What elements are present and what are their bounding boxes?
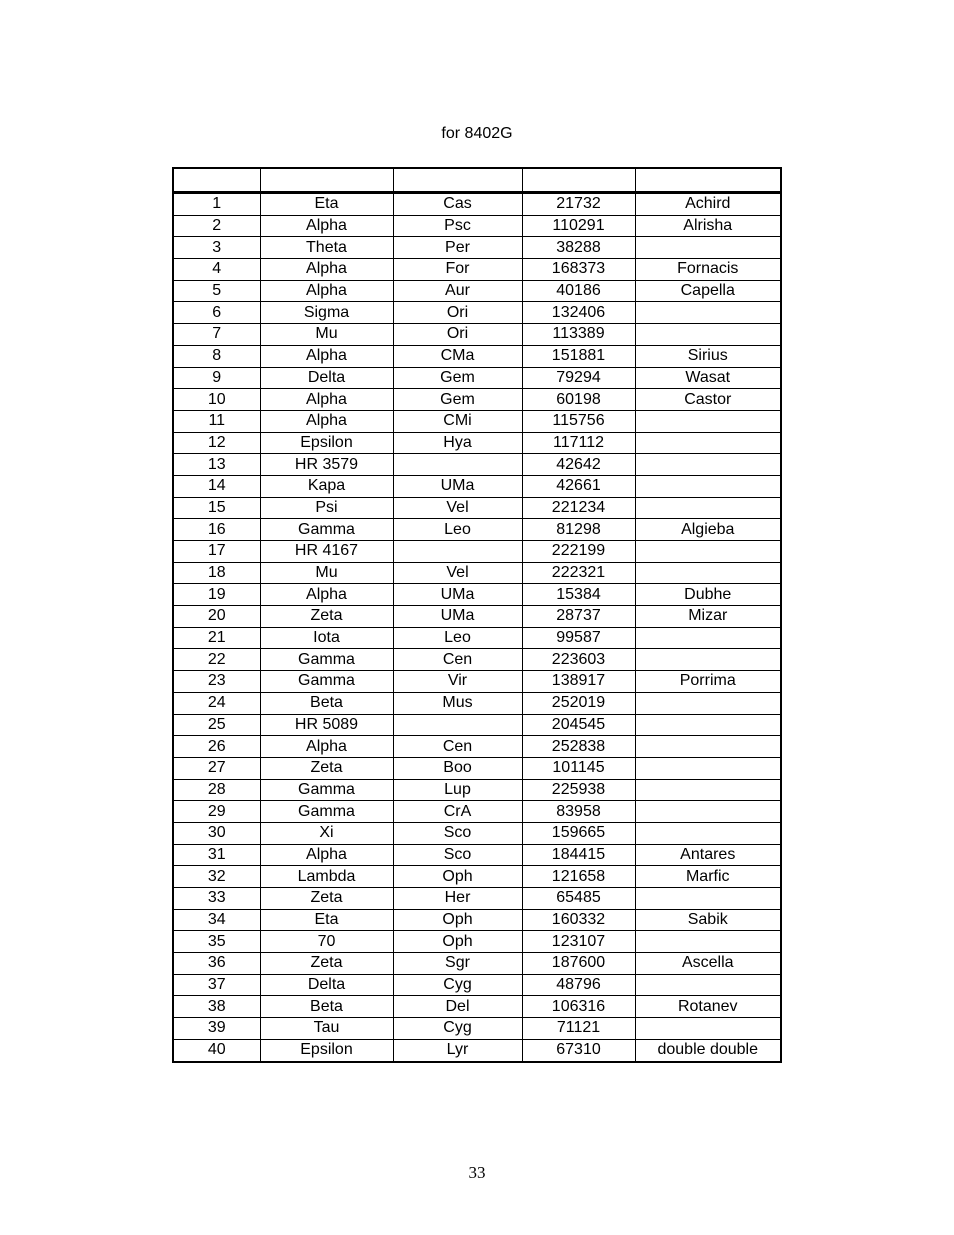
star-name-cell: Gamma [260, 779, 393, 801]
row-number-cell: 29 [173, 801, 260, 823]
row-number-cell: 36 [173, 953, 260, 975]
row-number-cell: 24 [173, 692, 260, 714]
common-name-cell [635, 888, 781, 910]
common-name-cell: Porrima [635, 671, 781, 693]
catalog-number-cell: 113389 [522, 324, 635, 346]
constellation-cell: Cen [393, 736, 522, 758]
star-name-cell: Eta [260, 193, 393, 216]
common-name-cell [635, 324, 781, 346]
common-name-cell: double double [635, 1039, 781, 1061]
common-name-cell: Marfic [635, 866, 781, 888]
star-name-cell: Epsilon [260, 1039, 393, 1061]
row-number-cell: 20 [173, 606, 260, 628]
star-name-cell: Zeta [260, 757, 393, 779]
common-name-cell [635, 736, 781, 758]
table-row [173, 562, 781, 584]
table-row [173, 280, 781, 302]
catalog-number-cell: 138917 [522, 671, 635, 693]
catalog-number-cell: 160332 [522, 909, 635, 931]
constellation-cell: Her [393, 888, 522, 910]
common-name-cell [635, 497, 781, 519]
table-row [173, 714, 781, 736]
catalog-number-cell: 42642 [522, 454, 635, 476]
constellation-cell: Sco [393, 822, 522, 844]
table-row [173, 996, 781, 1018]
row-number-cell: 40 [173, 1039, 260, 1061]
catalog-number-cell: 79294 [522, 367, 635, 389]
star-name-cell: Beta [260, 996, 393, 1018]
star-name-cell: HR 3579 [260, 454, 393, 476]
row-number-cell: 37 [173, 974, 260, 996]
star-name-cell: Alpha [260, 584, 393, 606]
common-name-cell [635, 757, 781, 779]
row-number-cell: 5 [173, 280, 260, 302]
common-name-cell: Fornacis [635, 259, 781, 281]
star-name-cell: Alpha [260, 215, 393, 237]
table-row [173, 801, 781, 823]
star-name-cell: Delta [260, 367, 393, 389]
catalog-number-cell: 21732 [522, 193, 635, 216]
common-name-cell [635, 562, 781, 584]
catalog-number-cell: 106316 [522, 996, 635, 1018]
header-cell [260, 168, 393, 193]
constellation-cell: Sgr [393, 953, 522, 975]
star-name-cell: Lambda [260, 866, 393, 888]
constellation-cell: CMi [393, 410, 522, 432]
table-row [173, 736, 781, 758]
table-row [173, 584, 781, 606]
constellation-cell: Oph [393, 931, 522, 953]
constellation-cell: UMa [393, 584, 522, 606]
common-name-cell: Alrisha [635, 215, 781, 237]
catalog-number-cell: 65485 [522, 888, 635, 910]
catalog-number-cell: 252019 [522, 692, 635, 714]
row-number-cell: 27 [173, 757, 260, 779]
catalog-number-cell: 81298 [522, 519, 635, 541]
catalog-number-cell: 40186 [522, 280, 635, 302]
common-name-cell [635, 302, 781, 324]
table-row [173, 692, 781, 714]
star-name-cell: Alpha [260, 280, 393, 302]
catalog-number-cell: 115756 [522, 410, 635, 432]
common-name-cell [635, 541, 781, 563]
catalog-number-cell: 15384 [522, 584, 635, 606]
common-name-cell [635, 692, 781, 714]
common-name-cell [635, 237, 781, 259]
table-row [173, 888, 781, 910]
star-name-cell: Zeta [260, 953, 393, 975]
header-cell [393, 168, 522, 193]
catalog-number-cell: 110291 [522, 215, 635, 237]
row-number-cell: 23 [173, 671, 260, 693]
table-row [173, 259, 781, 281]
common-name-cell: Sirius [635, 345, 781, 367]
catalog-number-cell: 48796 [522, 974, 635, 996]
constellation-cell: Vel [393, 497, 522, 519]
star-name-cell: Eta [260, 909, 393, 931]
table-row [173, 757, 781, 779]
catalog-number-cell: 101145 [522, 757, 635, 779]
common-name-cell [635, 779, 781, 801]
star-name-cell: Iota [260, 627, 393, 649]
common-name-cell: Rotanev [635, 996, 781, 1018]
row-number-cell: 26 [173, 736, 260, 758]
constellation-cell: Oph [393, 866, 522, 888]
constellation-cell: UMa [393, 475, 522, 497]
row-number-cell: 21 [173, 627, 260, 649]
constellation-cell: Lup [393, 779, 522, 801]
constellation-cell: Boo [393, 757, 522, 779]
row-number-cell: 10 [173, 389, 260, 411]
star-name-cell: Delta [260, 974, 393, 996]
star-name-cell: Beta [260, 692, 393, 714]
constellation-cell: Mus [393, 692, 522, 714]
common-name-cell [635, 475, 781, 497]
star-name-cell: Alpha [260, 844, 393, 866]
catalog-number-cell: 204545 [522, 714, 635, 736]
catalog-number-cell: 223603 [522, 649, 635, 671]
common-name-cell [635, 822, 781, 844]
constellation-cell: Gem [393, 389, 522, 411]
constellation-cell: Oph [393, 909, 522, 931]
star-name-cell: HR 5089 [260, 714, 393, 736]
table-row [173, 671, 781, 693]
header-cell [522, 168, 635, 193]
star-name-cell: Alpha [260, 736, 393, 758]
common-name-cell: Dubhe [635, 584, 781, 606]
table-row [173, 909, 781, 931]
table-header-row [173, 168, 781, 193]
star-name-cell: HR 4167 [260, 541, 393, 563]
table-row [173, 237, 781, 259]
row-number-cell: 22 [173, 649, 260, 671]
common-name-cell [635, 931, 781, 953]
row-number-cell: 25 [173, 714, 260, 736]
catalog-number-cell: 184415 [522, 844, 635, 866]
constellation-cell: Cyg [393, 974, 522, 996]
row-number-cell: 15 [173, 497, 260, 519]
star-name-cell: Psi [260, 497, 393, 519]
row-number-cell: 3 [173, 237, 260, 259]
table-row [173, 974, 781, 996]
constellation-cell: Leo [393, 519, 522, 541]
catalog-number-cell: 83958 [522, 801, 635, 823]
table-row [173, 649, 781, 671]
row-number-cell: 8 [173, 345, 260, 367]
common-name-cell [635, 410, 781, 432]
table-row [173, 931, 781, 953]
table-row [173, 866, 781, 888]
catalog-number-cell: 221234 [522, 497, 635, 519]
common-name-cell: Capella [635, 280, 781, 302]
row-number-cell: 11 [173, 410, 260, 432]
common-name-cell: Wasat [635, 367, 781, 389]
constellation-cell: Psc [393, 215, 522, 237]
constellation-cell [393, 714, 522, 736]
catalog-number-cell: 225938 [522, 779, 635, 801]
constellation-cell: Del [393, 996, 522, 1018]
catalog-number-cell: 71121 [522, 1018, 635, 1040]
star-name-cell: Mu [260, 324, 393, 346]
constellation-cell: Cen [393, 649, 522, 671]
table-row [173, 779, 781, 801]
table-row [173, 324, 781, 346]
catalog-number-cell: 159665 [522, 822, 635, 844]
constellation-cell: Lyr [393, 1039, 522, 1061]
catalog-number-cell: 67310 [522, 1039, 635, 1061]
row-number-cell: 17 [173, 541, 260, 563]
star-name-cell: Xi [260, 822, 393, 844]
common-name-cell: Sabik [635, 909, 781, 931]
table-body [173, 193, 781, 1062]
common-name-cell: Ascella [635, 953, 781, 975]
constellation-cell: Aur [393, 280, 522, 302]
table-row [173, 953, 781, 975]
constellation-cell [393, 454, 522, 476]
table-row [173, 302, 781, 324]
row-number-cell: 4 [173, 259, 260, 281]
constellation-cell: CMa [393, 345, 522, 367]
row-number-cell: 35 [173, 931, 260, 953]
catalog-number-cell: 117112 [522, 432, 635, 454]
row-number-cell: 38 [173, 996, 260, 1018]
constellation-cell: Ori [393, 324, 522, 346]
constellation-cell: Sco [393, 844, 522, 866]
row-number-cell: 18 [173, 562, 260, 584]
catalog-number-cell: 123107 [522, 931, 635, 953]
catalog-number-cell: 42661 [522, 475, 635, 497]
row-number-cell: 32 [173, 866, 260, 888]
constellation-cell: Cyg [393, 1018, 522, 1040]
table-row [173, 822, 781, 844]
table-row [173, 844, 781, 866]
star-name-cell: Tau [260, 1018, 393, 1040]
common-name-cell: Castor [635, 389, 781, 411]
constellation-cell: Leo [393, 627, 522, 649]
row-number-cell: 39 [173, 1018, 260, 1040]
table-row [173, 410, 781, 432]
common-name-cell [635, 432, 781, 454]
constellation-cell: Cas [393, 193, 522, 216]
common-name-cell [635, 974, 781, 996]
row-number-cell: 1 [173, 193, 260, 216]
star-table [172, 167, 782, 1063]
header-cell [635, 168, 781, 193]
document-title: for 8402G [441, 125, 513, 142]
row-number-cell: 16 [173, 519, 260, 541]
catalog-number-cell: 99587 [522, 627, 635, 649]
table-row [173, 541, 781, 563]
common-name-cell [635, 454, 781, 476]
catalog-number-cell: 121658 [522, 866, 635, 888]
star-name-cell: Zeta [260, 888, 393, 910]
row-number-cell: 2 [173, 215, 260, 237]
star-name-cell: Alpha [260, 345, 393, 367]
constellation-cell: Gem [393, 367, 522, 389]
constellation-cell: For [393, 259, 522, 281]
common-name-cell [635, 649, 781, 671]
catalog-number-cell: 187600 [522, 953, 635, 975]
common-name-cell: Antares [635, 844, 781, 866]
catalog-number-cell: 151881 [522, 345, 635, 367]
catalog-number-cell: 252838 [522, 736, 635, 758]
row-number-cell: 30 [173, 822, 260, 844]
row-number-cell: 33 [173, 888, 260, 910]
row-number-cell: 9 [173, 367, 260, 389]
constellation-cell: Per [393, 237, 522, 259]
table-row [173, 432, 781, 454]
constellation-cell: Vel [393, 562, 522, 584]
star-name-cell: Gamma [260, 801, 393, 823]
star-name-cell: Alpha [260, 389, 393, 411]
star-name-cell: Zeta [260, 606, 393, 628]
common-name-cell [635, 801, 781, 823]
catalog-number-cell: 222321 [522, 562, 635, 584]
table-row [173, 519, 781, 541]
common-name-cell: Achird [635, 193, 781, 216]
star-name-cell: Kapa [260, 475, 393, 497]
star-name-cell: Alpha [260, 410, 393, 432]
row-number-cell: 31 [173, 844, 260, 866]
catalog-number-cell: 132406 [522, 302, 635, 324]
star-name-cell: Gamma [260, 649, 393, 671]
table-row [173, 1018, 781, 1040]
star-name-cell: Mu [260, 562, 393, 584]
catalog-number-cell: 168373 [522, 259, 635, 281]
common-name-cell [635, 627, 781, 649]
catalog-number-cell: 28737 [522, 606, 635, 628]
row-number-cell: 7 [173, 324, 260, 346]
table-row [173, 497, 781, 519]
star-name-cell: Theta [260, 237, 393, 259]
star-name-cell: Gamma [260, 519, 393, 541]
table-row [173, 389, 781, 411]
page-number: 33 [468, 1163, 486, 1182]
star-name-cell: Epsilon [260, 432, 393, 454]
row-number-cell: 14 [173, 475, 260, 497]
constellation-cell [393, 541, 522, 563]
star-name-cell: 70 [260, 931, 393, 953]
table-row [173, 215, 781, 237]
header-cell [173, 168, 260, 193]
star-name-cell: Gamma [260, 671, 393, 693]
row-number-cell: 28 [173, 779, 260, 801]
catalog-number-cell: 222199 [522, 541, 635, 563]
constellation-cell: CrA [393, 801, 522, 823]
common-name-cell: Mizar [635, 606, 781, 628]
table-row [173, 606, 781, 628]
table-row [173, 1039, 781, 1061]
table-row [173, 454, 781, 476]
table-row [173, 627, 781, 649]
constellation-cell: Hya [393, 432, 522, 454]
star-name-cell: Sigma [260, 302, 393, 324]
common-name-cell: Algieba [635, 519, 781, 541]
row-number-cell: 34 [173, 909, 260, 931]
row-number-cell: 6 [173, 302, 260, 324]
table-row [173, 475, 781, 497]
row-number-cell: 13 [173, 454, 260, 476]
table-row [173, 345, 781, 367]
table-row [173, 193, 781, 216]
common-name-cell [635, 1018, 781, 1040]
row-number-cell: 19 [173, 584, 260, 606]
constellation-cell: Vir [393, 671, 522, 693]
row-number-cell: 12 [173, 432, 260, 454]
star-name-cell: Alpha [260, 259, 393, 281]
table-row [173, 367, 781, 389]
common-name-cell [635, 714, 781, 736]
catalog-number-cell: 60198 [522, 389, 635, 411]
constellation-cell: UMa [393, 606, 522, 628]
constellation-cell: Ori [393, 302, 522, 324]
catalog-number-cell: 38288 [522, 237, 635, 259]
